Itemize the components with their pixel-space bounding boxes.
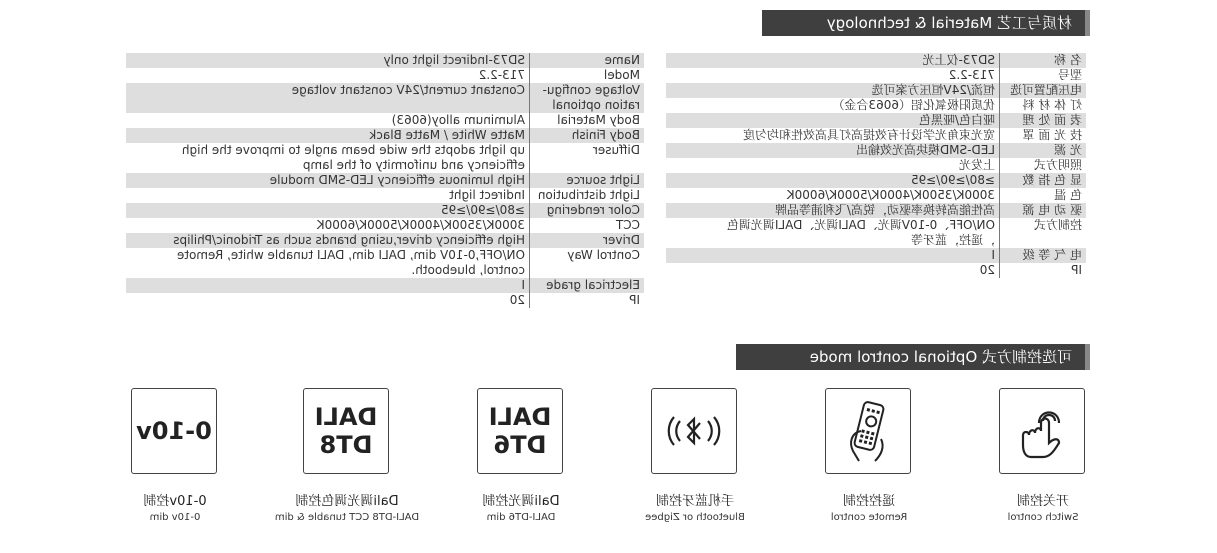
spec-row: [126, 98, 644, 113]
spec-row: [666, 218, 1086, 233]
control-banner-title: 可选控制方式 Optional control mode: [809, 348, 1072, 366]
dim-0-10v-text: 0-10v: [136, 417, 212, 445]
spec-value: 高性能高转换率驱动，锐高/飞利浦等品牌: [666, 203, 1000, 218]
spec-value: SD73-Indirect light only: [126, 53, 530, 68]
spec-row: [666, 53, 1086, 68]
spec-value: 宽光束角光学设计有效提高灯具高效性和均匀度: [742, 128, 995, 142]
control-caption-en: Remote control: [830, 512, 908, 523]
dali-dt8-icon: [303, 388, 389, 474]
material-banner-title: 材质与工艺 Material & technology: [826, 14, 1072, 32]
spec-row: [126, 233, 644, 248]
spec-value: I: [666, 248, 1000, 263]
spec-row: [126, 113, 644, 128]
spec-value: ≥80/≥90/≥95: [126, 203, 530, 218]
spec-value: 713-2.2: [948, 68, 995, 82]
spec-value: 20: [509, 293, 525, 307]
control-caption-en: DALI-DT8 CCT tunable & dim: [274, 512, 420, 523]
spec-label: Body Material: [530, 113, 645, 128]
banner-accent: [1085, 344, 1090, 370]
spec-value: Aluminum alloy(6063): [391, 113, 525, 127]
spec-label: 灯 体 材 料: [1000, 98, 1087, 113]
spec-label: 电压配置可选: [1000, 83, 1087, 98]
spec-value: Constant current/24V constant voltage: [126, 83, 530, 98]
spec-label: 技 光 面 罩: [1000, 128, 1087, 143]
control-caption-cn: Dali调光调色控制: [295, 494, 399, 509]
dali-dt8-text: DALI DT8: [314, 403, 378, 459]
spec-value: I: [126, 278, 530, 293]
spec-value: 20: [979, 263, 995, 277]
spec-label: 表 面 处 理: [1000, 113, 1087, 128]
spec-row: [666, 128, 1086, 143]
spec-label: Light distribution: [530, 188, 645, 203]
spec-value: ，遥控，蓝牙等: [910, 233, 995, 247]
spec-row: [666, 263, 1086, 278]
spec-label: [1000, 233, 1087, 248]
spec-value: 3000K/3500K/4000K/5000K/6000K: [786, 188, 995, 202]
control-caption-en: Bluetooth or Zigbee: [645, 512, 745, 523]
spec-row: [126, 293, 644, 308]
spec-row: [666, 233, 1086, 248]
spec-row: [666, 113, 1086, 128]
spec-label: Diffuser: [530, 143, 645, 158]
spec-row: [126, 203, 644, 218]
spec-row: [126, 53, 644, 68]
spec-value: ≥80/≥90/≥95: [666, 173, 1000, 188]
spec-label: Driver: [530, 233, 645, 248]
spec-value: up light adopts the wide beam angle to improve the high: [181, 143, 525, 157]
control-caption-cn: 开关控制: [1017, 494, 1070, 509]
control-caption-cn: 0-10v控制: [143, 494, 207, 509]
control-caption-cn: 遥控控制: [843, 494, 896, 509]
spec-row: [666, 68, 1086, 83]
spec-row: [126, 248, 644, 263]
spec-value: 优质阳极氧化铝（6063合金）: [832, 98, 995, 112]
remote-icon: [825, 388, 911, 474]
spec-label: Electrical grade: [530, 278, 645, 293]
spec-row: [126, 143, 644, 158]
spec-label: [530, 158, 645, 173]
spec-label: Light source: [530, 173, 645, 188]
spec-row: [666, 173, 1086, 188]
hand-press-icon: [999, 388, 1085, 474]
spec-label: IP: [1000, 263, 1087, 278]
spec-label: 控制方式: [1000, 218, 1087, 233]
spec-label: 驱 动 电 源: [1000, 203, 1087, 218]
spec-row: [666, 98, 1086, 113]
spec-row: [126, 218, 644, 233]
spec-label: 显 色 指 数: [1000, 173, 1087, 188]
spec-value: 上发光: [958, 158, 995, 172]
spec-value: High luminous efficiency LED-SMD module: [126, 173, 530, 188]
spec-label: ration optional: [530, 98, 645, 113]
spec-row: [666, 143, 1086, 158]
spec-row: [666, 203, 1086, 218]
spec-label: [530, 263, 645, 278]
spec-label: Color rendering: [530, 203, 645, 218]
control-banner: [736, 344, 1090, 370]
bluetooth-icon: [651, 388, 737, 474]
control-caption-cn: Dali调光控制: [482, 494, 560, 509]
spec-value: [126, 98, 530, 113]
control-caption-en: Switch control: [1007, 512, 1079, 523]
spec-value: ON/OFF、0-10V调光、DALI调光、DALI调光调色: [726, 218, 995, 232]
material-banner: [762, 10, 1090, 36]
spec-value: 恒流/24V恒压方案可选: [666, 83, 1000, 98]
spec-label: 名 称: [1000, 53, 1087, 68]
dali-dt6-icon: [477, 388, 563, 474]
spec-row: [126, 68, 644, 83]
control-caption-en: 0-10v dim: [149, 512, 201, 523]
spec-label: 电 气 等 级: [1000, 248, 1087, 263]
spec-value: ON/OFF,0-10V dim, DALI dim, DALI tunable white, Remote: [176, 248, 525, 262]
spec-row: [666, 248, 1086, 263]
spec-label: IP: [530, 293, 645, 308]
spec-value: efficiency and uniformity of the lamp: [302, 158, 525, 172]
spec-label: Name: [530, 53, 645, 68]
spec-row: [126, 128, 644, 143]
spec-label: 色 温: [1000, 188, 1087, 203]
spec-label: Model: [530, 68, 645, 83]
spec-value: 713-2.2: [478, 68, 525, 82]
banner-accent: [1085, 10, 1090, 36]
cn-spec-table: [666, 53, 1086, 278]
spec-value: control, bluebooth.: [411, 263, 525, 277]
control-caption-cn: 手机蓝牙控制: [656, 494, 735, 509]
spec-value: Indirect light: [449, 188, 525, 202]
spec-value: High efficiency driver,using brands such as Tridonic/Philips: [126, 233, 530, 248]
spec-label: 光 源: [1000, 143, 1087, 158]
spec-row: [666, 188, 1086, 203]
spec-value: 哑白色/哑黑色: [666, 113, 1000, 128]
spec-value: Matte White / Matte Black: [126, 128, 530, 143]
spec-label: Voltage configu-: [530, 83, 645, 98]
spec-row: [126, 188, 644, 203]
spec-value: LED-SMD模块高光效输出: [666, 143, 1000, 158]
spec-row: [126, 278, 644, 293]
spec-label: CCT: [530, 218, 645, 233]
spec-row: [126, 263, 644, 278]
spec-row: [666, 83, 1086, 98]
spec-row: [126, 83, 644, 98]
spec-label: Body Finish: [530, 128, 645, 143]
spec-value: 3000K/3500K/4000K/5000K/6000K: [316, 218, 525, 232]
en-spec-table: [126, 53, 644, 308]
dali-dt6-text: DALI DT6: [488, 403, 552, 459]
spec-row: [126, 158, 644, 173]
dim-0-10v-icon: [131, 388, 217, 474]
control-caption-en: DALI-DT6 dim: [486, 512, 556, 523]
spec-label: 照明方式: [1000, 158, 1087, 173]
spec-row: [126, 173, 644, 188]
spec-row: [666, 158, 1086, 173]
spec-label: 型号: [1000, 68, 1087, 83]
spec-value: SD73-仅上光: [666, 53, 1000, 68]
spec-label: Control Way: [530, 248, 645, 263]
